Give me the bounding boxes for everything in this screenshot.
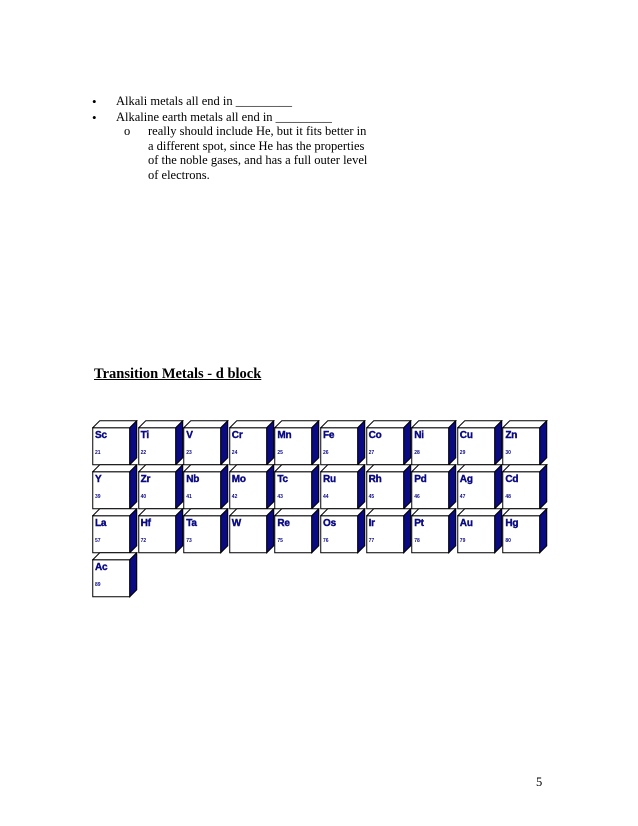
element-tile-hg (502, 508, 547, 552)
element-symbol: Ac (95, 562, 108, 573)
element-symbol: Pd (414, 474, 427, 485)
tile-box-shape (411, 508, 457, 554)
element-number: 75 (277, 538, 283, 544)
element-tile-nb (183, 464, 228, 508)
tile-box-shape (366, 420, 412, 466)
element-symbol: Zr (140, 474, 151, 485)
element-tile-ru (320, 464, 365, 508)
element-number: 44 (323, 494, 329, 500)
tile-box-shape (183, 420, 229, 466)
bullet-list (92, 94, 332, 125)
element-number: 25 (277, 450, 283, 456)
tile-box-shape (229, 464, 275, 510)
element-symbol: Tc (277, 474, 288, 485)
element-number: 26 (323, 450, 329, 456)
element-tile-pd (411, 464, 456, 508)
element-tile-ag (457, 464, 502, 508)
element-number: 77 (368, 538, 375, 544)
element-symbol: Re (277, 518, 290, 529)
element-tile-ac (92, 552, 137, 596)
tile-box-shape (411, 420, 457, 466)
tile-box-shape (366, 464, 412, 510)
tile-box-shape (274, 464, 320, 510)
element-tile-mn (274, 420, 319, 464)
sub-bullet-list (124, 124, 374, 183)
element-number: 28 (414, 450, 420, 456)
element-symbol: Ir (368, 518, 375, 529)
page-number: 5 (536, 775, 543, 789)
element-number: 73 (186, 538, 192, 544)
tile-box-shape (320, 508, 366, 554)
element-symbol: Mn (277, 430, 292, 441)
element-symbol: Hf (140, 518, 151, 529)
element-tile-ta (183, 508, 228, 552)
element-tile-hf (138, 508, 183, 552)
element-tile-tc (274, 464, 319, 508)
element-number: 29 (459, 450, 466, 456)
element-number: 78 (414, 538, 420, 544)
element-number: 27 (368, 450, 375, 456)
tile-box-shape (229, 508, 275, 554)
element-tile-cu (457, 420, 502, 464)
element-tile-cd (502, 464, 547, 508)
element-symbol: Cr (231, 430, 243, 441)
tile-box-shape (457, 420, 503, 466)
element-number: 41 (186, 494, 192, 500)
element-number: 80 (505, 538, 511, 544)
section-heading: Transition Metals - d block (94, 366, 262, 382)
element-tile-mo (229, 464, 274, 508)
tile-box-shape (320, 464, 366, 510)
element-symbol: Fe (323, 430, 335, 441)
tile-box-shape (457, 464, 503, 510)
element-symbol: W (231, 518, 242, 529)
tile-box-shape (502, 420, 548, 466)
element-number: 76 (323, 538, 329, 544)
tile-box-shape (183, 464, 229, 510)
tile-box-shape (502, 464, 548, 510)
tile-box-shape (274, 420, 320, 466)
element-symbol: Mo (231, 474, 246, 485)
tile-box-shape (138, 508, 184, 554)
element-number: 39 (95, 494, 101, 500)
element-symbol: Nb (186, 474, 200, 485)
element-number: 72 (140, 538, 147, 544)
element-tile-la (92, 508, 137, 552)
element-number: 21 (95, 450, 101, 456)
element-tile-zr (138, 464, 183, 508)
tile-box-shape (229, 420, 275, 466)
element-tile-ir (366, 508, 411, 552)
element-tile-re (274, 508, 319, 552)
tile-box-shape (138, 420, 184, 466)
element-tile-cr (229, 420, 274, 464)
element-number: 22 (140, 450, 147, 456)
tile-box-shape (274, 508, 320, 554)
element-symbol: Os (323, 518, 336, 529)
element-tile-ti (138, 420, 183, 464)
element-number: 24 (231, 450, 238, 456)
element-tile-os (320, 508, 365, 552)
element-tile-zn (502, 420, 547, 464)
element-symbol: Au (459, 518, 473, 529)
element-symbol: Co (368, 430, 382, 441)
element-symbol: Zn (505, 430, 518, 441)
element-number: 23 (186, 450, 192, 456)
element-symbol: Ni (414, 430, 424, 441)
element-number: 43 (277, 494, 283, 500)
element-tile-rh (366, 464, 411, 508)
tile-box-shape (320, 420, 366, 466)
tile-box-shape (366, 508, 412, 554)
element-tile-y (92, 464, 137, 508)
element-symbol: Ru (323, 474, 336, 485)
element-tile-w (229, 508, 274, 552)
element-symbol: Cd (505, 474, 519, 485)
element-tile-sc (92, 420, 137, 464)
tile-box-shape (92, 508, 138, 554)
element-symbol: Ti (140, 430, 149, 441)
element-tile-co (366, 420, 411, 464)
element-number: 46 (414, 494, 420, 500)
element-symbol: La (95, 518, 107, 529)
sub-bullet-helium-note: o really should include He, but it fits better in a different spot, since He has the properties of the noble gases, and has a full outer level of electrons. (124, 124, 374, 183)
element-symbol: Rh (368, 474, 382, 485)
element-number: 89 (95, 582, 101, 588)
element-tile-v (183, 420, 228, 464)
element-symbol: Ta (186, 518, 197, 529)
element-number: 47 (459, 494, 466, 500)
element-number: 30 (505, 450, 511, 456)
element-symbol: Pt (414, 518, 424, 529)
element-number: 48 (505, 494, 511, 500)
element-tile-ni (411, 420, 456, 464)
tile-box-shape (92, 420, 138, 466)
tile-box-shape (92, 464, 138, 510)
element-symbol: Y (95, 474, 102, 485)
element-symbol: V (186, 430, 193, 441)
element-number: 40 (140, 494, 147, 500)
bullet-alkaline-earth: • Alkaline earth metals all end in _________ (92, 110, 332, 126)
tile-box-shape (502, 508, 548, 554)
element-symbol: Hg (505, 518, 519, 529)
tile-box-shape (457, 508, 503, 554)
tile-box-shape (183, 508, 229, 554)
tile-box-shape (411, 464, 457, 510)
element-number: 57 (95, 538, 101, 544)
element-tile-pt (411, 508, 456, 552)
tile-box-shape (92, 552, 138, 598)
element-number: 42 (231, 494, 238, 500)
element-tile-fe (320, 420, 365, 464)
bullet-alkali: • Alkali metals all end in _________ (92, 94, 332, 110)
element-tile-au (457, 508, 502, 552)
tile-box-shape (138, 464, 184, 510)
element-symbol: Ag (459, 474, 473, 485)
element-number: 45 (368, 494, 375, 500)
element-symbol: Sc (95, 430, 107, 441)
element-symbol: Cu (459, 430, 473, 441)
element-number: 79 (459, 538, 466, 544)
